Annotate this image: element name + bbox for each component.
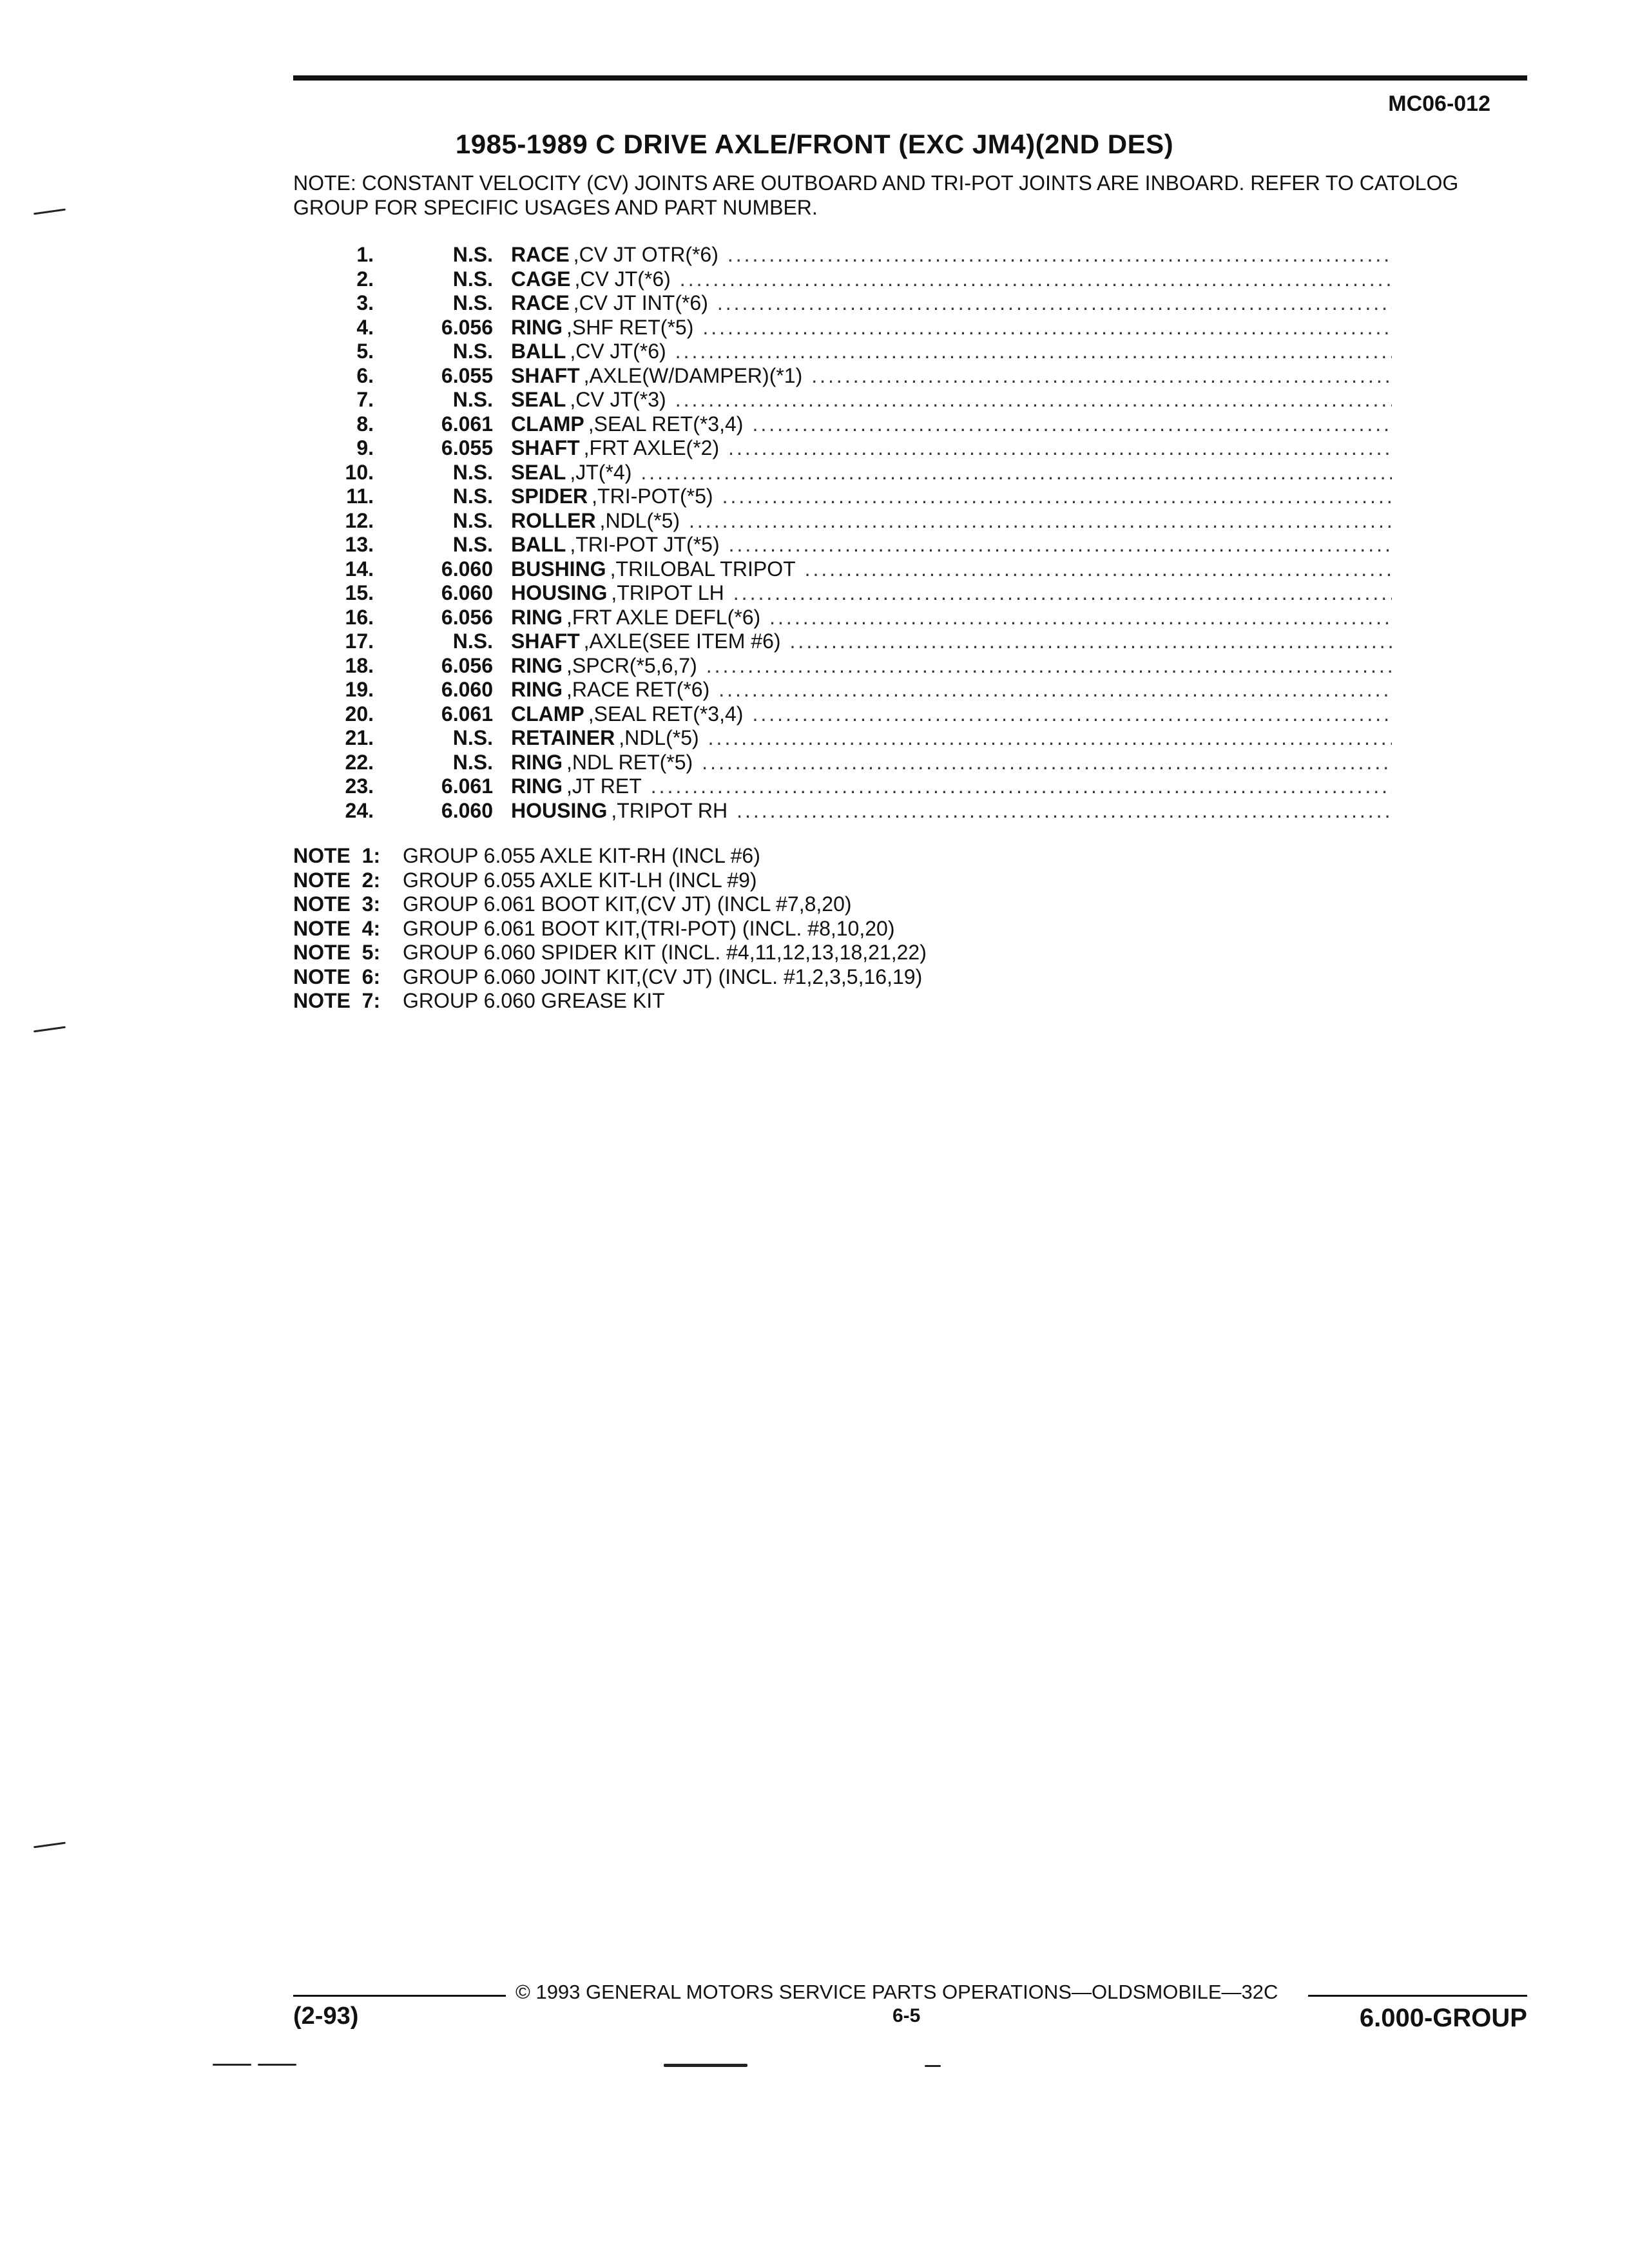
part-description: ,SEAL RET(*3,4): [588, 412, 744, 436]
doc-code: MC06-012: [1388, 91, 1490, 116]
dot-leader: [702, 316, 1392, 340]
note-text: GROUP 6.060 JOINT KIT,(CV JT) (INCL. #1,2,3,5,16,19): [403, 965, 923, 988]
part-description: ,TRI-POT JT(*5): [570, 533, 720, 556]
part-group: 6.056: [441, 605, 493, 629]
part-row: [309, 799, 1392, 823]
dot-leader: [675, 388, 1392, 412]
part-description: ,TRIPOT RH: [611, 798, 728, 822]
part-number: 9.: [356, 436, 374, 459]
note-label: NOTE 4:: [293, 916, 381, 940]
part-group: N.S.: [452, 533, 493, 556]
part-name: RING: [511, 774, 563, 798]
margin-mark: [664, 2064, 747, 2067]
part-row: [309, 509, 1392, 533]
part-row: [309, 364, 1392, 389]
part-group: N.S.: [452, 485, 493, 508]
part-description: ,TRILOBAL TRIPOT: [610, 557, 796, 581]
part-number: 12.: [345, 508, 374, 532]
part-number: 15.: [345, 581, 374, 604]
part-description: ,CV JT INT(*6): [573, 291, 708, 314]
part-name: RING: [511, 750, 563, 774]
part-row: [309, 678, 1392, 702]
part-group: N.S.: [452, 388, 493, 411]
part-description: ,CV JT(*3): [570, 388, 666, 411]
part-row: [309, 751, 1392, 775]
dot-leader: [641, 461, 1392, 485]
margin-mark: [34, 209, 66, 215]
part-description: ,JT RET: [566, 774, 642, 798]
part-group: 6.055: [441, 363, 493, 387]
part-row: [309, 485, 1392, 509]
dot-leader: [689, 509, 1392, 533]
part-row: [309, 654, 1392, 678]
part-group: 6.060: [441, 798, 493, 822]
note-label: NOTE 3:: [293, 892, 381, 916]
part-number: 14.: [345, 557, 374, 581]
part-group: 6.060: [441, 678, 493, 701]
part-row: [309, 436, 1392, 461]
part-row: [309, 461, 1392, 485]
part-name: BALL: [511, 340, 566, 363]
part-name: HOUSING: [511, 581, 608, 604]
part-name: ROLLER: [511, 508, 596, 532]
footer-rule-right: [1308, 1995, 1527, 1997]
part-number: 5.: [356, 340, 374, 363]
part-description: ,NDL(*5): [599, 508, 680, 532]
part-group: N.S.: [452, 460, 493, 484]
footer-rule-left: [293, 1995, 506, 1997]
part-group: N.S.: [452, 726, 493, 749]
dot-leader: [769, 606, 1392, 629]
dot-leader: [790, 629, 1392, 653]
parts-list: [309, 243, 1392, 823]
part-group: 6.061: [441, 412, 493, 436]
dot-leader: [680, 267, 1392, 291]
part-number: 4.: [356, 315, 374, 339]
note-row: [293, 917, 927, 941]
part-number: 16.: [345, 605, 374, 629]
part-description: ,CV JT OTR(*6): [573, 243, 718, 266]
part-number: 24.: [345, 798, 374, 822]
note-row: [293, 965, 927, 990]
note-text: GROUP 6.061 BOOT KIT,(TRI-POT) (INCL. #8,10,20): [403, 916, 895, 940]
part-description: ,FRT AXLE DEFL(*6): [566, 605, 761, 629]
note-row: [293, 941, 927, 965]
part-name: HOUSING: [511, 798, 608, 822]
part-description: ,AXLE(W/DAMPER)(*1): [583, 363, 803, 387]
part-description: ,SHF RET(*5): [566, 315, 694, 339]
part-name: BUSHING: [511, 557, 606, 581]
part-group: N.S.: [452, 629, 493, 653]
part-row: [309, 388, 1392, 412]
part-number: 1.: [356, 243, 374, 266]
dot-leader: [737, 799, 1392, 823]
part-number: 18.: [345, 653, 374, 677]
part-row: [309, 316, 1392, 340]
part-row: [309, 629, 1392, 654]
part-group: 6.055: [441, 436, 493, 459]
part-group: N.S.: [452, 267, 493, 291]
part-description: ,TRIPOT LH: [611, 581, 724, 604]
part-row: [309, 291, 1392, 316]
part-number: 21.: [345, 726, 374, 749]
part-row: [309, 726, 1392, 751]
dot-leader: [675, 340, 1392, 363]
part-group: N.S.: [452, 750, 493, 774]
footer-date: (2-93): [293, 2003, 359, 2030]
dot-leader: [708, 726, 1392, 750]
part-number: 10.: [345, 460, 374, 484]
dot-leader: [728, 436, 1392, 460]
part-row: [309, 702, 1392, 727]
part-row: [309, 243, 1392, 267]
margin-mark: [258, 2064, 296, 2066]
part-group: N.S.: [452, 340, 493, 363]
part-row: [309, 581, 1392, 606]
part-name: SEAL: [511, 460, 566, 484]
header-note: NOTE: CONSTANT VELOCITY (CV) JOINTS ARE OUTBOARD AND TRI-POT JOINTS ARE INBOARD. REFER TO CATOLOG GROUP FOR SPECIFIC USAGES AND PART NUMBER.: [293, 171, 1459, 219]
footer-group: 6.000-GROUP: [1359, 2004, 1527, 2032]
note-row: [293, 869, 927, 893]
part-group: 6.061: [441, 774, 493, 798]
page-number: 6-5: [892, 2005, 921, 2026]
note-text: GROUP 6.060 SPIDER KIT (INCL. #4,11,12,13,18,21,22): [403, 941, 927, 964]
dot-leader: [733, 581, 1392, 605]
note-label: NOTE 5:: [293, 941, 381, 964]
dot-leader: [706, 654, 1392, 678]
part-number: 23.: [345, 774, 374, 798]
margin-mark: [34, 1026, 66, 1033]
part-row: [309, 533, 1392, 557]
top-rule: [293, 75, 1527, 81]
part-group: 6.056: [441, 653, 493, 677]
part-name: RACE: [511, 243, 570, 266]
dot-leader: [651, 774, 1392, 798]
part-description: ,CV JT(*6): [574, 267, 671, 291]
part-description: ,SEAL RET(*3,4): [588, 702, 744, 726]
part-description: ,FRT AXLE(*2): [583, 436, 720, 459]
note-label: NOTE 1:: [293, 844, 381, 867]
part-row: [309, 557, 1392, 582]
part-number: 17.: [345, 629, 374, 653]
dot-leader: [702, 751, 1392, 774]
note-row: [293, 892, 927, 917]
part-number: 19.: [345, 678, 374, 701]
note-row: [293, 844, 927, 869]
part-number: 8.: [356, 412, 374, 436]
dot-leader: [811, 364, 1392, 388]
part-group: 6.061: [441, 702, 493, 726]
part-group: 6.060: [441, 557, 493, 581]
note-text: GROUP 6.060 GREASE KIT: [403, 989, 665, 1012]
part-number: 3.: [356, 291, 374, 314]
margin-mark: [34, 1842, 66, 1849]
part-description: ,SPCR(*5,6,7): [566, 653, 697, 677]
notes-list: [293, 844, 927, 1014]
part-name: SEAL: [511, 388, 566, 411]
part-group: N.S.: [452, 243, 493, 266]
part-number: 11.: [346, 485, 374, 508]
part-row: [309, 774, 1392, 799]
dot-leader: [752, 412, 1392, 436]
part-name: RACE: [511, 291, 570, 314]
note-text: GROUP 6.055 AXLE KIT-RH (INCL #6): [403, 844, 760, 867]
part-name: RING: [511, 653, 563, 677]
part-name: RETAINER: [511, 726, 615, 749]
footer-copyright: © 1993 GENERAL MOTORS SERVICE PARTS OPERATIONS—OLDSMOBILE—32C: [516, 1981, 1278, 2003]
note-label: NOTE 6:: [293, 965, 381, 988]
part-row: [309, 606, 1392, 630]
part-group: 6.056: [441, 315, 493, 339]
part-name: CLAMP: [511, 412, 584, 436]
part-description: ,RACE RET(*6): [566, 678, 710, 701]
dot-leader: [718, 678, 1392, 702]
part-name: RING: [511, 605, 563, 629]
page-title: 1985-1989 C DRIVE AXLE/FRONT (EXC JM4)(2ND DES): [455, 129, 1174, 159]
part-description: ,AXLE(SEE ITEM #6): [583, 629, 781, 653]
part-group: N.S.: [452, 291, 493, 314]
part-name: BALL: [511, 533, 566, 556]
part-name: SPIDER: [511, 485, 588, 508]
dot-leader: [722, 485, 1392, 508]
part-description: ,JT(*4): [570, 460, 632, 484]
part-number: 22.: [345, 750, 374, 774]
part-group: 6.060: [441, 581, 493, 604]
part-row: [309, 267, 1392, 292]
part-description: ,CV JT(*6): [570, 340, 666, 363]
note-text: GROUP 6.055 AXLE KIT-LH (INCL #9): [403, 868, 757, 892]
part-number: 20.: [345, 702, 374, 726]
part-description: ,NDL RET(*5): [566, 750, 693, 774]
margin-mark: [213, 2064, 251, 2066]
dot-leader: [728, 243, 1392, 267]
note-text: GROUP 6.061 BOOT KIT,(CV JT) (INCL #7,8,20): [403, 892, 852, 916]
dot-leader: [729, 533, 1392, 557]
dot-leader: [717, 291, 1392, 315]
note-label: NOTE 7:: [293, 989, 381, 1012]
part-description: ,TRI-POT(*5): [592, 485, 713, 508]
part-name: RING: [511, 678, 563, 701]
note-label: NOTE 2:: [293, 868, 381, 892]
part-name: SHAFT: [511, 629, 580, 653]
part-row: [309, 412, 1392, 437]
part-name: CAGE: [511, 267, 571, 291]
dot-leader: [752, 702, 1392, 726]
part-description: ,NDL(*5): [619, 726, 699, 749]
note-row: [293, 989, 927, 1014]
part-group: N.S.: [452, 508, 493, 532]
part-number: 7.: [356, 388, 374, 411]
part-name: CLAMP: [511, 702, 584, 726]
part-name: RING: [511, 315, 563, 339]
dot-leader: [805, 557, 1392, 581]
part-number: 6.: [356, 363, 374, 387]
part-name: SHAFT: [511, 436, 580, 459]
part-row: [309, 340, 1392, 364]
part-number: 13.: [345, 533, 374, 556]
margin-mark: [925, 2065, 941, 2067]
part-number: 2.: [356, 267, 374, 291]
part-name: SHAFT: [511, 363, 580, 387]
